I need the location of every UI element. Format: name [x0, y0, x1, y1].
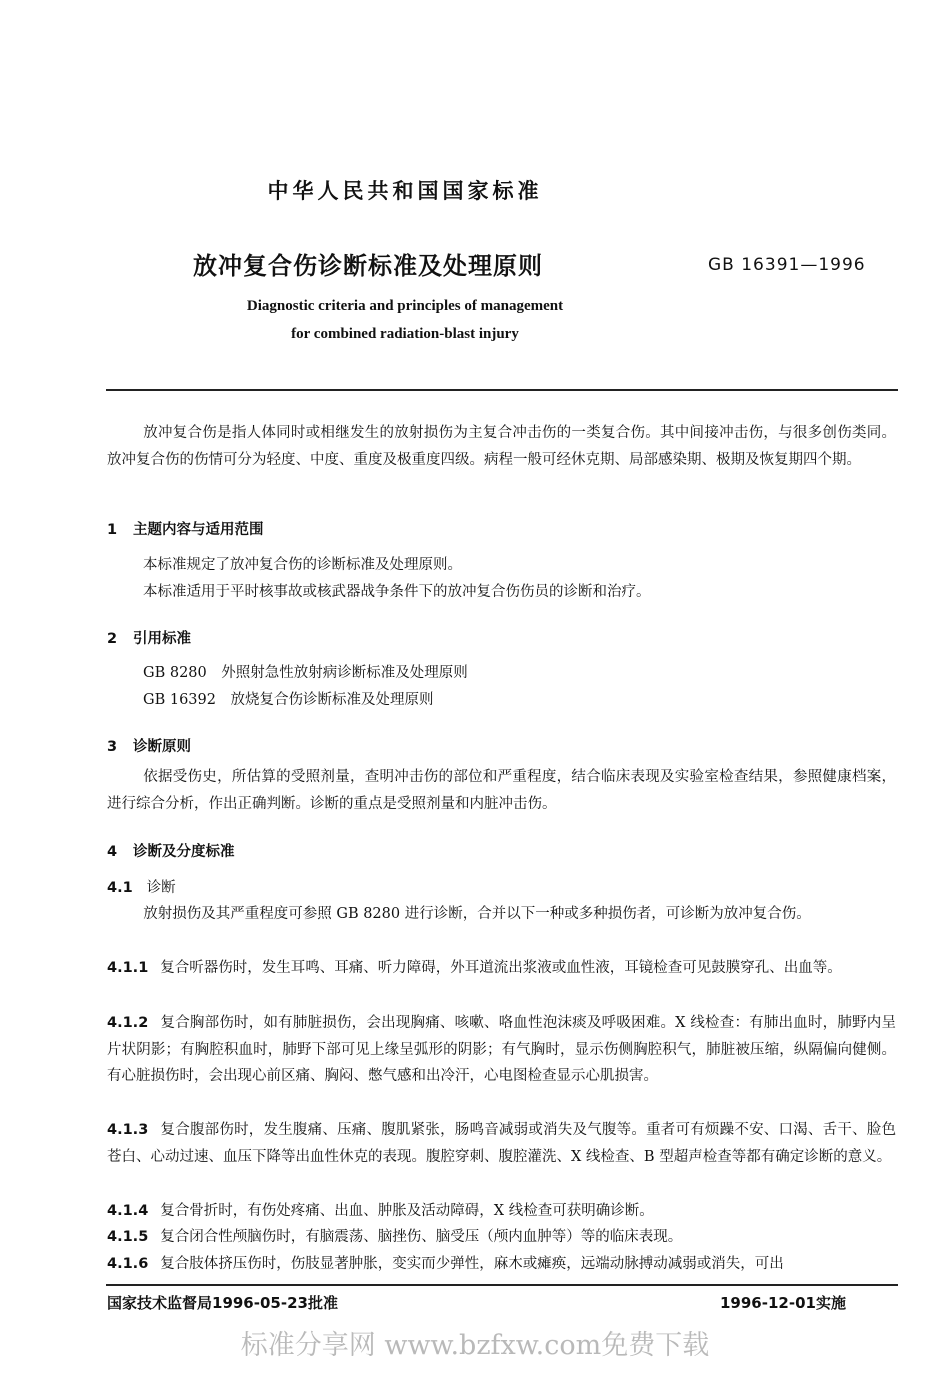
section-title: 主题内容与适用范围 — [133, 522, 264, 538]
subsection-4-1-heading — [107, 878, 176, 898]
section-number: 1 — [107, 522, 118, 538]
section-1-line-2: 本标准适用于平时核事故或核武器战争条件下的放冲复合伤伤员的诊断和治疗。 — [143, 584, 651, 600]
subsection-title: 诊断 — [146, 880, 176, 896]
document-title: 放冲复合伤诊断标准及处理原则 — [193, 252, 543, 280]
section-3-paragraph: 依据受伤史，所估算的受照剂量，查明冲击伤的部位和严重程度，结合临床表现及实验室检查结果，参照健康档案，进行综合分析，作出正确判断。诊断的重点是受照剂量和内脏冲击伤。 — [107, 769, 896, 812]
clause-text: 复合腹部伤时，发生腹痛、压痛、腹肌紧张，肠鸣音减弱或消失及气腹等。重者可有烦躁不安、口渴、舌干、脸色苍白、心动过速、血压下降等出血性休克的表现。腹腔穿刺、腹腔灌洗、X 线检查、B 型超声检查等都有确定诊断的意义。 — [107, 1122, 896, 1165]
subsection-4-1-paragraph: 放射损伤及其严重程度可参照 GB 8280 进行诊断，合并以下一种或多种损伤者，可诊断为放冲复合伤。 — [143, 906, 811, 922]
section-title: 诊断原则 — [133, 739, 191, 755]
clause-4-1-4 — [107, 1198, 896, 1225]
section-3-heading — [107, 735, 191, 756]
footer-divider — [106, 1284, 898, 1286]
section-2-heading — [107, 627, 191, 648]
english-title-line-1: Diagnostic criteria and principles of management — [246, 298, 564, 314]
clause-text: 复合听器伤时，发生耳鸣、耳痛、听力障碍，外耳道流出浆液或血性液，耳镜检查可见鼓膜穿孔、出血等。 — [160, 960, 842, 976]
clause-4-1-1 — [107, 955, 896, 982]
section-4-heading — [107, 840, 235, 861]
clause-number: 4.1.2 — [107, 1015, 149, 1031]
clause-number: 4.1.6 — [107, 1256, 149, 1272]
clause-text: 复合闭合性颅脑伤时，有脑震荡、脑挫伤、脑受压（颅内血肿等）等的临床表现。 — [160, 1229, 683, 1245]
approval-date: 国家技术监督局1996-05-23批准 — [107, 1294, 338, 1312]
clause-4-1-2 — [107, 1010, 896, 1090]
clause-4-1-6 — [107, 1251, 896, 1278]
section-1-line-1: 本标准规定了放冲复合伤的诊断标准及处理原则。 — [143, 557, 462, 573]
english-title-line-2: for combined radiation-blast injury — [291, 326, 519, 342]
section-number: 2 — [107, 631, 118, 647]
reference-gb8280: GB 8280 外照射急性放射病诊断标准及处理原则 — [143, 665, 468, 681]
clause-number: 4.1.1 — [107, 960, 149, 976]
standard-code: GB 16391—1996 — [708, 255, 866, 275]
clause-4-1-5 — [107, 1224, 896, 1251]
download-watermark: 标准分享网 www.bzfxw.com免费下载 — [240, 1330, 710, 1361]
clause-text: 复合肢体挤压伤时，伤肢显著肿胀，变实而少弹性，麻木或瘫痪，远端动脉搏动减弱或消失，可出 — [160, 1256, 784, 1272]
clause-number: 4.1.3 — [107, 1122, 149, 1138]
subsection-number: 4.1 — [107, 880, 133, 896]
national-standard-header: 中华人民共和国国家标准 — [267, 179, 543, 203]
section-number: 4 — [107, 844, 118, 860]
clause-number: 4.1.4 — [107, 1203, 149, 1219]
section-1-heading — [107, 518, 264, 539]
header-divider — [106, 389, 898, 391]
section-number: 3 — [107, 739, 118, 755]
intro-paragraph: 放冲复合伤是指人体同时或相继发生的放射损伤为主复合冲击伤的一类复合伤。其中间接冲击伤，与很多创伤类同。放冲复合伤的伤情可分为轻度、中度、重度及极重度四级。病程一般可经休克期、局部感染期、极期及恢复期四个期。 — [107, 425, 896, 468]
section-title: 引用标准 — [133, 631, 191, 647]
clause-number: 4.1.5 — [107, 1229, 149, 1245]
effective-date: 1996-12-01实施 — [720, 1294, 846, 1312]
clause-text: 复合骨折时，有伤处疼痛、出血、肿胀及活动障碍，X 线检查可获明确诊断。 — [160, 1203, 654, 1219]
reference-gb16392: GB 16392 放烧复合伤诊断标准及处理原则 — [143, 692, 434, 708]
clause-4-1-3 — [107, 1117, 896, 1170]
section-title: 诊断及分度标准 — [133, 844, 235, 860]
clause-text: 复合胸部伤时，如有肺脏损伤，会出现胸痛、咳嗽、咯血性泡沫痰及呼吸困难。X 线检查：有肺出血时，肺野内呈片状阴影；有胸腔积血时，肺野下部可见上缘呈弧形的阴影；有气胸时，显示伤侧胸腔积气，肺脏被压缩，纵隔偏向健侧。有心脏损伤时，会出现心前区痛、胸闷、憋气感和出冷汗，心电图检查显示心肌损害。 — [107, 1015, 896, 1084]
